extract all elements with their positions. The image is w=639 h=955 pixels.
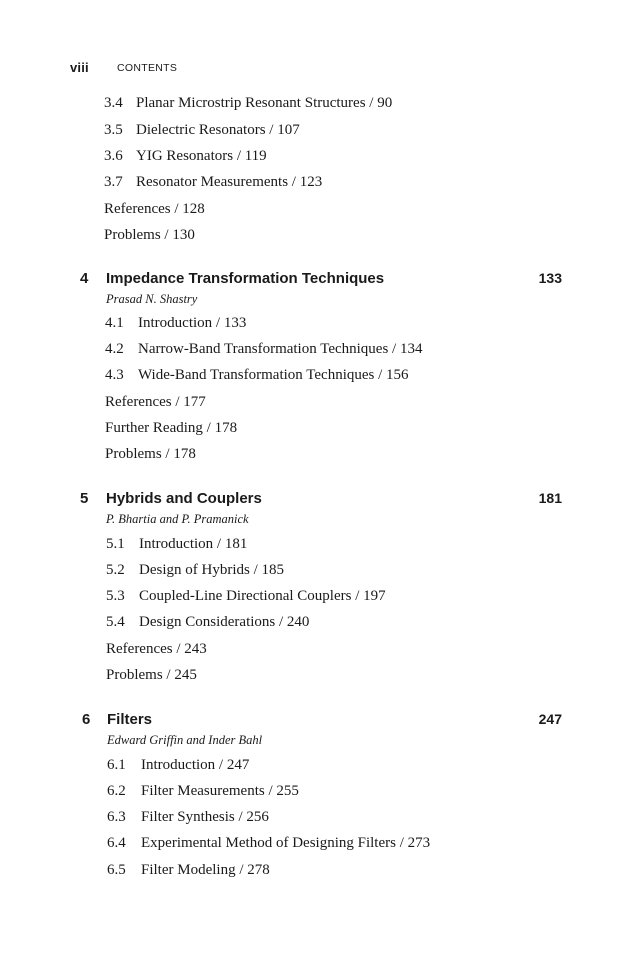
section-number: 3.5 — [104, 122, 123, 138]
chapter-page: 133 — [538, 270, 562, 286]
section-title: Planar Microstrip Resonant Structures / 90 — [136, 95, 393, 111]
toc-entry-3-4[interactable] — [104, 95, 392, 112]
section-number: 6.3 — [107, 809, 126, 825]
toc-entry-4-3[interactable] — [105, 367, 409, 384]
chapter-authors: P. Bhartia and P. Pramanick — [106, 512, 249, 526]
toc-entry-3-7[interactable] — [104, 174, 322, 191]
section-title: Filter Synthesis / 256 — [141, 809, 269, 825]
toc-entry-6-2[interactable] — [107, 783, 299, 800]
chapter-authors: Edward Griffin and Inder Bahl — [107, 733, 263, 747]
toc-references[interactable]: References / 177 — [105, 394, 206, 410]
chapter-page: 181 — [538, 490, 562, 506]
toc-entry-5-1[interactable] — [106, 536, 247, 553]
chapter-title: Hybrids and Couplers — [106, 490, 262, 507]
section-number: 4.1 — [105, 315, 124, 331]
section-title: Experimental Method of Designing Filters / 273 — [141, 835, 431, 851]
section-title: Design Considerations / 240 — [139, 614, 310, 630]
section-number: 5.4 — [106, 614, 125, 630]
section-number: 6.1 — [107, 757, 126, 773]
section-title: Wide-Band Transformation Techniques / 156 — [138, 367, 409, 383]
toc-references[interactable]: References / 128 — [104, 201, 205, 217]
toc-entry-5-4[interactable] — [106, 614, 309, 631]
toc-entry-6-5[interactable] — [107, 862, 270, 879]
chapter-authors: Prasad N. Shastry — [106, 292, 198, 306]
running-head-title: CONTENTS — [117, 62, 178, 74]
section-number: 4.2 — [105, 341, 124, 357]
section-number: 6.2 — [107, 783, 126, 799]
toc-problems[interactable]: Problems / 130 — [104, 227, 195, 243]
section-title: Filter Measurements / 255 — [141, 783, 299, 799]
toc-references[interactable]: References / 243 — [106, 641, 207, 657]
toc-problems[interactable]: Problems / 245 — [106, 667, 197, 683]
chapter-title: Filters — [107, 711, 153, 728]
section-title: Dielectric Resonators / 107 — [136, 122, 300, 138]
toc-entry-6-3[interactable] — [107, 809, 269, 826]
section-title: Narrow-Band Transformation Techniques / 134 — [138, 341, 423, 357]
section-number: 5.1 — [106, 536, 125, 552]
chapter-number: 5 — [80, 490, 89, 507]
section-number: 3.6 — [104, 148, 123, 164]
toc-entry-3-6[interactable] — [104, 148, 267, 165]
section-title: Coupled-Line Directional Couplers / 197 — [139, 588, 386, 604]
section-title: Filter Modeling / 278 — [141, 862, 270, 878]
chapter-number: 4 — [80, 270, 89, 287]
chapter-title: Impedance Transformation Techniques — [106, 270, 385, 287]
page-number: viii — [70, 60, 89, 75]
section-title: Introduction / 181 — [139, 536, 248, 552]
section-title: Design of Hybrids / 185 — [139, 562, 284, 578]
toc-entry-4-1[interactable] — [105, 315, 246, 332]
toc-entry-6-4[interactable] — [107, 835, 430, 852]
toc-further-reading[interactable]: Further Reading / 178 — [105, 420, 238, 436]
section-number: 5.2 — [106, 562, 125, 578]
section-number: 3.7 — [104, 174, 123, 190]
section-title: Introduction / 247 — [141, 757, 250, 773]
toc-entry-3-5[interactable] — [104, 122, 300, 139]
section-number: 6.4 — [107, 835, 126, 851]
section-title: YIG Resonators / 119 — [136, 148, 267, 164]
chapter-page: 247 — [538, 711, 562, 727]
section-number: 6.5 — [107, 862, 126, 878]
toc-entry-6-1[interactable] — [107, 757, 249, 774]
section-number: 3.4 — [104, 95, 123, 111]
section-title: Resonator Measurements / 123 — [136, 174, 323, 190]
section-number: 5.3 — [106, 588, 125, 604]
toc-entry-5-3[interactable] — [106, 588, 386, 605]
chapter-number: 6 — [82, 711, 91, 728]
section-title: Introduction / 133 — [138, 315, 247, 331]
toc-problems[interactable]: Problems / 178 — [105, 446, 196, 462]
section-number: 4.3 — [105, 367, 124, 383]
toc-entry-5-2[interactable] — [106, 562, 284, 579]
toc-entry-4-2[interactable] — [105, 341, 422, 358]
